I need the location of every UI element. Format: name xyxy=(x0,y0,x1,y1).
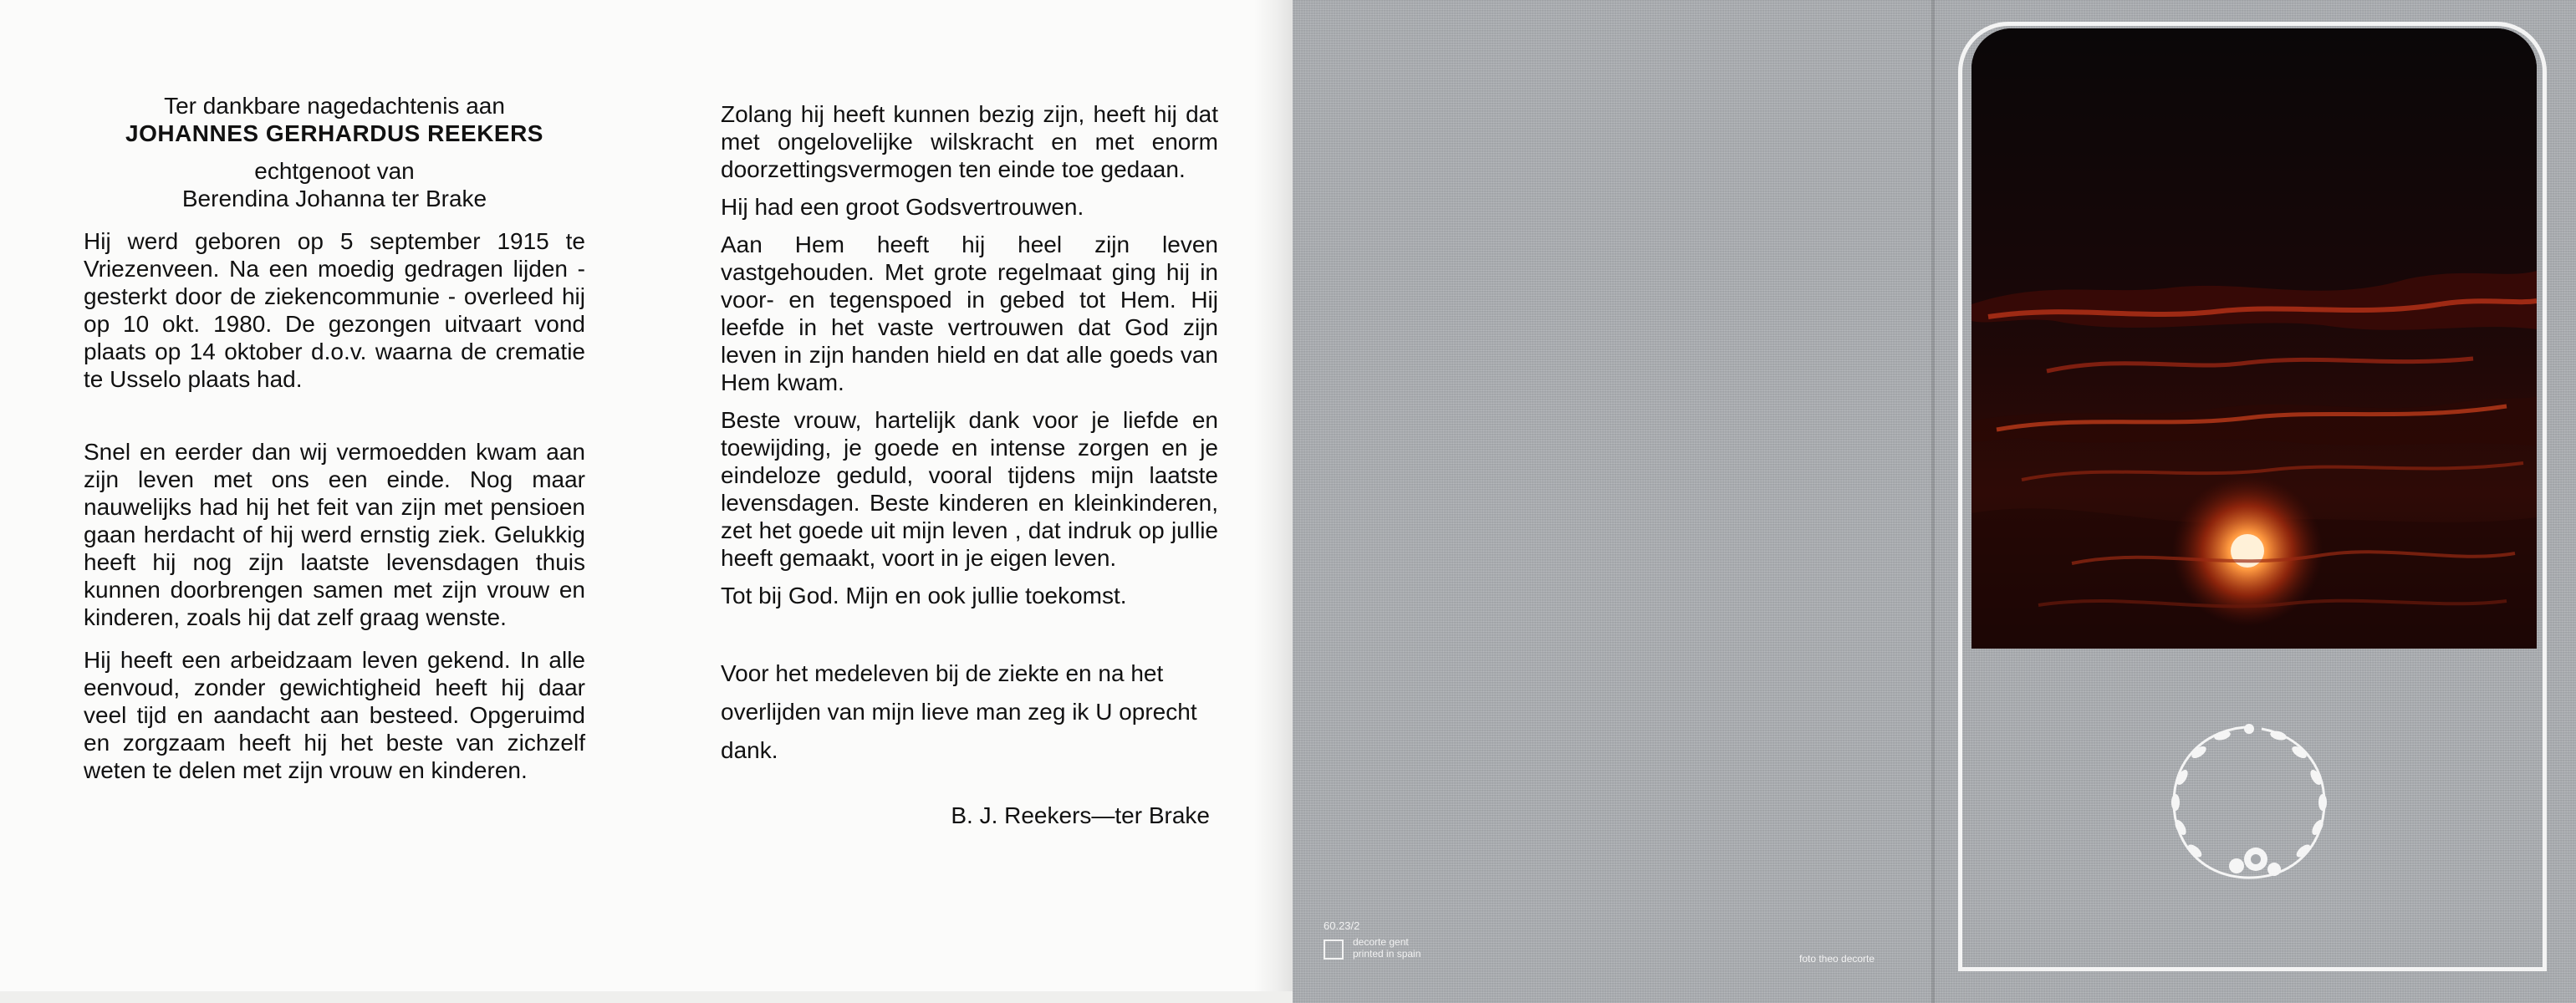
publisher-line: printed in spain xyxy=(1353,948,1421,960)
thanks-paragraph: Voor het medeleven bij de ziekte en na het overlijden van mijn lieve man zeg ik U oprecht dank. xyxy=(721,660,1197,763)
spouse-label: echtgenoot van xyxy=(254,158,415,184)
gratitude-paragraph: Beste vrouw, hartelijk dank voor je liefde en toewijding, je goede en intense zorgen en je eindeloze geduld, vooral tijdens mijn laatste levensdagen. Beste kinderen en kleinkinderen, zet het goede uit mijn leven , dat indruk op jullie heeft gemaakt, voort in je eigen leven. xyxy=(721,407,1218,571)
publisher-logo-icon xyxy=(1324,939,1344,960)
text-column-right xyxy=(721,100,1218,829)
faith-paragraph: Aan Hem heeft hij heel zijn leven vastgehouden. Met grote regelmaat ging hij in voor- en tegenspoed in gebed tot Hem. Hij leefde in het vaste vertrouwen dat God zijn leven in zijn handen hield en dat alle goeds van Hem kwam. xyxy=(721,232,1218,395)
print-code: 60.23/2 xyxy=(1324,919,1360,932)
cover-fold xyxy=(1931,0,1935,1003)
card-fold xyxy=(1254,0,1293,1003)
card-edge xyxy=(0,991,1293,1003)
biography-paragraph: Hij werd geboren op 5 september 1915 te Vriezenveen. Na een moedig gedragen lijden - gesterkt door de ziekencommunie - overleed hij op 10 okt. 1980. De gezongen uitvaart vond plaats op 14 oktober d.o.v. waarna de crematie te Usselo plaats had. xyxy=(84,228,585,392)
publisher-info xyxy=(1353,936,1421,960)
spouse-name: Berendina Johanna ter Brake xyxy=(181,186,487,211)
text-column-left xyxy=(84,92,585,784)
wreath-emblem-icon xyxy=(2157,710,2341,894)
sunset-photo xyxy=(1972,28,2537,649)
faith-line: Hij had een groot Godsvertrouwen. xyxy=(721,194,1084,220)
publisher-line: decorte gent xyxy=(1353,936,1409,948)
photo-credit: foto theo decorte xyxy=(1799,953,1875,965)
memory-paragraph: Snel en eerder dan wij vermoedden kwam aan zijn leven met ons een einde. Nog maar nauwelijks had hij het feit van zijn met pensioen gaan herdacht of hij werd ernstig ziek. Gelukkig heeft hij nog zijn laatste levensdagen thuis kunnen doorbrengen samen met zijn vrouw en kinderen, zoals hij dat zelf graag wenste. xyxy=(84,439,585,630)
signature: B. J. Reekers—ter Brake xyxy=(951,802,1210,828)
intro-line: Ter dankbare nagedachtenis aan xyxy=(164,93,505,119)
closing-line: Tot bij God. Mijn en ook jullie toekomst. xyxy=(721,583,1127,608)
perseverance-paragraph: Zolang hij heeft kunnen bezig zijn, heeft hij dat met ongelovelijke wilskracht en met enorm doorzettingsvermogen ten einde toe gedaan. xyxy=(721,101,1218,182)
life-paragraph: Hij heeft een arbeidzaam leven gekend. In alle eenvoud, zonder gewichtigheid heeft hij daar veel tijd en aandacht aan besteed. Opgeruimd en zorgzaam heeft hij het beste van zichzelf weten te delen met zijn vrouw en kinderen. xyxy=(84,647,585,783)
deceased-name: JOHANNES GERHARDUS REEKERS xyxy=(125,120,543,146)
